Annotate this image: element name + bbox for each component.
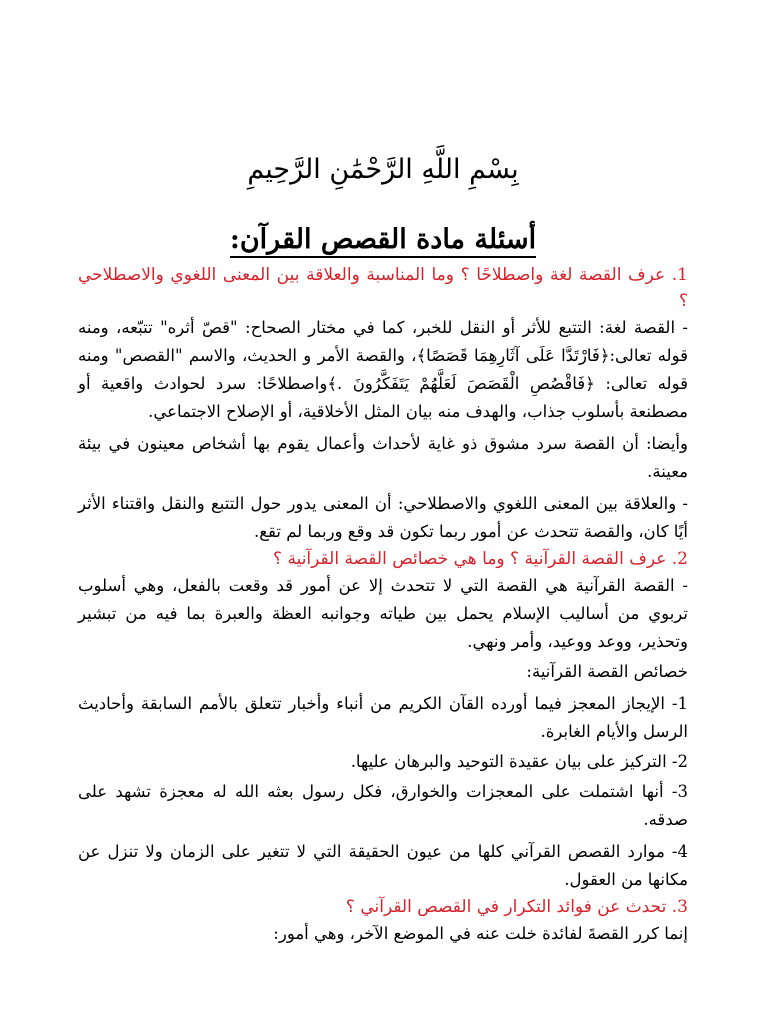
page-title-text: أسئلة مادة القصص القرآن:: [230, 224, 536, 258]
answer-3-paragraph-1: إنما كرر القصةَ لفائدة خلت عنه في الموضع الآخر، وهي أمور:: [273, 924, 688, 943]
list-item: 3- أنها اشتملت على المعجزات والخوارق، فكل رسول بعثه الله له معجزة تشهد على صدقه.: [78, 782, 688, 829]
list-item: 1- الإيجاز المعجز فيما أورده القآن الكريم من أنباء وأخبار تتعلق بالأمم السابقة وأحاديث الرسل والأيام الغابرة.: [78, 694, 688, 741]
answer-2-characteristics-heading: خصائص القصة القرآنية:: [526, 662, 688, 681]
answer-1-paragraph-3: - والعلاقة بين المعنى اللغوي والاصطلاحي: أن المعنى يدور حول التتبع والنقل واقتناء الأثر أيًا كان، والقصة تتحدث عن أمور ربما تكون قد وقع وربما لم تقع.: [78, 494, 688, 541]
answer-2-paragraph-1: - القصة القرآنية هي القصة التي لا تتحدث إلا عن أمور قد وقعت بالفعل، وهي أسلوب تربوي من أساليب الإسلام يحمل بين طياته وجوانبه العظة والعبرة بما فيه من تبشير وتحذير، ووعد ووعيد، وأمر ونهي.: [78, 576, 688, 651]
question-2: 2. عرف القصة القرآنية ؟ وما هي خصائص القصة القرآنية ؟: [273, 549, 688, 569]
question-1: 1. عرف القصة لغة واصطلاحًا ؟ وما المناسبة والعلاقة بين المعنى اللغوي والاصطلاحي ؟: [78, 265, 688, 311]
answer-1-paragraph-1: - القصة لغة: التتبع للأثر أو النقل للخبر، كما في مختار الصحاح: "قصّ أثره" تتبّعه، ومنه قوله تعالى:﴿فَارْتَدَّا عَلَى آثَارِهِمَا قَصَصًا﴾، والقصة الأمر و الحديث، والاسم "القصص" ومنه قوله تعالى: ﴿فَاقْصُصِ الْقَصَصَ لَعَلَّهُمْ يَتَفَكَّرُونَ .﴾واصطلاحًا: سرد لحوادث واقعية أو مصطنعة بأسلوب جذاب، والهدف منه بيان المثل الأخلاقية، أو الإصلاح الاجتماعي.: [78, 318, 688, 421]
document-page: [78, 150, 688, 948]
basmala-calligraphy: بِسْمِ اللَّهِ الرَّحْمَٰنِ الرَّحِيمِ: [247, 154, 519, 185]
page-title: [78, 222, 688, 258]
list-item: 2- التركيز على بيان عقيدة التوحيد والبرهان عليها.: [350, 752, 688, 771]
question-3: 3. تحدث عن فوائد التكرار في القصص القرآني ؟: [345, 897, 688, 917]
list-item: 4- موارد القصص القرآني كلها من عيون الحقيقة التي لا تتغير على الزمان ولا تنزل عن مكانها من العقول.: [78, 842, 688, 889]
answer-1-paragraph-2: وأيضا: أن القصة سرد مشوق ذو غاية لأحداث وأعمال يقوم بها أشخاص معينون في بيئة معينة.: [78, 434, 688, 481]
